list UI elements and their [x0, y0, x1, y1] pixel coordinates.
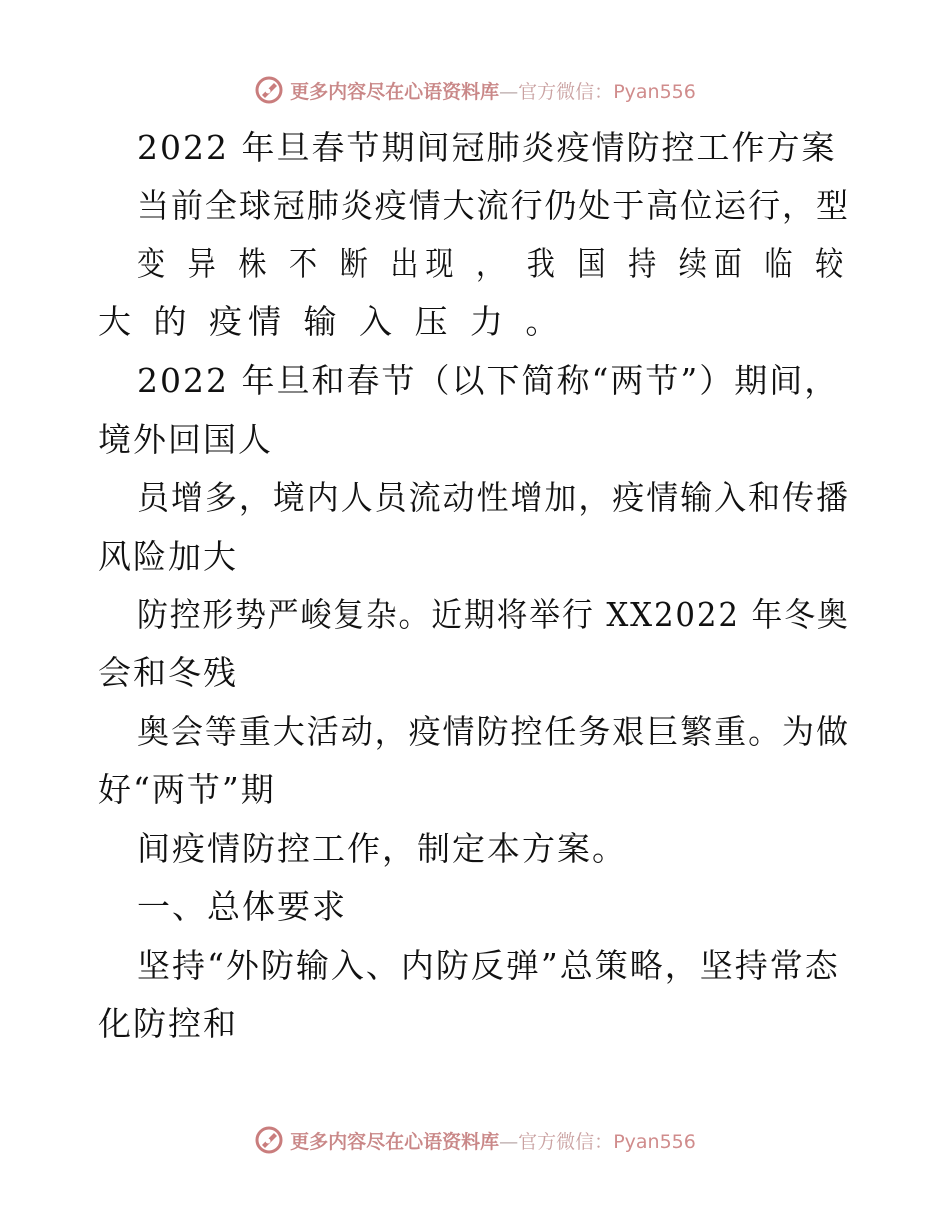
section-heading: 一、总体要求	[137, 887, 347, 926]
logo-icon	[254, 75, 284, 105]
watermark-site: 更多内容尽在心语资料库	[290, 80, 500, 103]
watermark-separator: —	[499, 80, 519, 103]
paragraph-line: 风险加大	[98, 537, 238, 576]
paragraph-line: 坚持“外防输入、内防反弹”总策略，坚持常态	[137, 946, 840, 985]
watermark-site: 更多内容尽在心语资料库	[290, 1130, 500, 1153]
paragraph-line: 间疫情防控工作，制定本方案。	[137, 829, 627, 868]
paragraph-line: 奥会等重大活动，疫情防控任务艰巨繁重。为做	[137, 712, 850, 751]
paragraph-line: 2022 年旦和春节（以下简称“两节”）期间，	[137, 361, 840, 400]
paragraph-line: 好“两节”期	[98, 770, 276, 809]
logo-icon	[254, 1125, 284, 1155]
paragraph-line: 大 的 疫情 输 入 压 力 。	[98, 302, 565, 341]
paragraph-line: 化防控和	[98, 1004, 238, 1043]
watermark-wechat-id: Pyan556	[613, 80, 696, 103]
document-title: 2022 年旦春节期间冠肺炎疫情防控工作方案	[137, 128, 837, 167]
paragraph-line: 防控形势严峻复杂。近期将举行 XX2022 年冬奥	[137, 595, 850, 634]
watermark-wechat-label: 官方微信：	[518, 80, 614, 103]
watermark-wechat-label: 官方微信：	[518, 1130, 614, 1153]
paragraph-line: 当前全球冠肺炎疫情大流行仍处于高位运行，型	[137, 186, 850, 225]
paragraph-line: 境外回国人	[98, 420, 273, 459]
header-watermark	[0, 72, 950, 108]
paragraph-line: 员增多，境内人员流动性增加，疫情输入和传播	[137, 478, 850, 517]
footer-watermark	[0, 1122, 950, 1158]
paragraph-line: 变 异 株 不 断 出现 ， 我 国 持 续面 临 较	[137, 244, 851, 283]
paragraph-line: 会和冬残	[98, 653, 238, 692]
watermark-separator: —	[499, 1130, 519, 1153]
watermark-text	[290, 1127, 696, 1154]
watermark-text	[290, 77, 696, 104]
watermark-wechat-id: Pyan556	[613, 1130, 696, 1153]
